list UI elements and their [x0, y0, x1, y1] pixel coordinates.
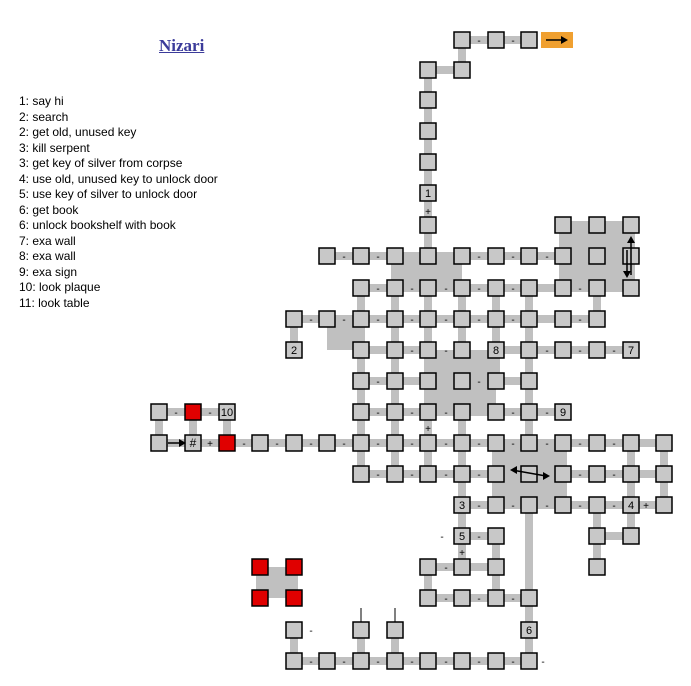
- door-mark: -: [612, 470, 616, 481]
- legend-item: 8: exa wall: [19, 249, 76, 263]
- room: [488, 590, 504, 606]
- door-mark: -: [444, 408, 448, 419]
- room: [589, 466, 605, 482]
- room: [589, 248, 605, 264]
- room: [286, 435, 302, 451]
- door-mark: -: [511, 36, 515, 47]
- door-mark: -: [511, 501, 515, 512]
- door-mark: -: [440, 532, 444, 543]
- room-number-label: 7: [627, 345, 635, 357]
- room: [488, 311, 504, 327]
- room: [454, 559, 470, 575]
- room-number-label: 9: [559, 407, 567, 419]
- door-mark: -: [545, 501, 549, 512]
- room-number-label: 5: [458, 531, 466, 543]
- room: [454, 373, 470, 389]
- door-mark: -: [444, 470, 448, 481]
- door-mark: -: [511, 657, 515, 668]
- room: [454, 280, 470, 296]
- room: [454, 311, 470, 327]
- door-mark: -: [444, 657, 448, 668]
- room: [454, 466, 470, 482]
- room: [319, 311, 335, 327]
- room: [589, 280, 605, 296]
- room: [454, 653, 470, 669]
- door-mark: -: [541, 657, 545, 668]
- room: [488, 528, 504, 544]
- room: [387, 466, 403, 482]
- legend-item: 6: unlock bookshelf with book: [19, 218, 176, 232]
- door-mark: -: [511, 408, 515, 419]
- room: [589, 217, 605, 233]
- room: [420, 342, 436, 358]
- door-mark: -: [444, 346, 448, 357]
- room: [353, 311, 369, 327]
- door-mark: +: [425, 207, 431, 218]
- door-mark: -: [242, 439, 246, 450]
- room: [521, 373, 537, 389]
- special-room: [219, 435, 235, 451]
- door-mark: -: [578, 284, 582, 295]
- door-mark: -: [342, 439, 346, 450]
- legend-item: 1: say hi: [19, 94, 64, 108]
- door-mark: -: [342, 315, 346, 326]
- room: [488, 435, 504, 451]
- room: [454, 590, 470, 606]
- room: [420, 311, 436, 327]
- room: [454, 248, 470, 264]
- door-mark: -: [612, 346, 616, 357]
- door-mark: -: [444, 563, 448, 574]
- room: [623, 528, 639, 544]
- room: [589, 311, 605, 327]
- door-mark: -: [511, 252, 515, 263]
- room: [286, 622, 302, 638]
- room: [521, 248, 537, 264]
- door-mark: -: [376, 470, 380, 481]
- room: [151, 404, 167, 420]
- room-number-label: 1: [424, 188, 432, 200]
- room: [656, 466, 672, 482]
- legend-item: 6: get book: [19, 202, 79, 217]
- room: [420, 590, 436, 606]
- room: [656, 435, 672, 451]
- room: [353, 622, 369, 638]
- door-mark: -: [376, 408, 380, 419]
- door-mark: -: [511, 284, 515, 295]
- room: [387, 622, 403, 638]
- door-mark: -: [612, 501, 616, 512]
- room: [353, 466, 369, 482]
- corridor: [593, 225, 601, 319]
- legend-item: 3: kill serpent: [19, 140, 90, 155]
- door-mark: -: [376, 284, 380, 295]
- room: [521, 435, 537, 451]
- door-mark: -: [342, 657, 346, 668]
- door-mark: -: [477, 470, 481, 481]
- room-number-label: 2: [290, 345, 298, 357]
- room-number-label: 3: [458, 500, 466, 512]
- room: [488, 248, 504, 264]
- door-mark: -: [410, 346, 414, 357]
- room: [420, 123, 436, 139]
- room: [623, 280, 639, 296]
- room: [454, 342, 470, 358]
- door-mark: -: [309, 439, 313, 450]
- door-mark: +: [207, 439, 213, 450]
- door-mark: +: [459, 548, 465, 559]
- room: [488, 559, 504, 575]
- special-room: [286, 559, 302, 575]
- legend-item: 11: look table: [19, 295, 90, 310]
- room: [488, 466, 504, 482]
- room: [555, 497, 571, 513]
- door-mark: -: [545, 408, 549, 419]
- door-mark: -: [545, 252, 549, 263]
- room: [420, 404, 436, 420]
- room: [420, 248, 436, 264]
- door-mark: -: [578, 315, 582, 326]
- door-mark: -: [376, 252, 380, 263]
- room: [555, 280, 571, 296]
- room: [420, 435, 436, 451]
- door-mark: -: [578, 470, 582, 481]
- room: [488, 32, 504, 48]
- room: [286, 653, 302, 669]
- room: [420, 373, 436, 389]
- room: [555, 311, 571, 327]
- door-mark: -: [444, 594, 448, 605]
- door-mark: -: [545, 439, 549, 450]
- door-mark: -: [342, 252, 346, 263]
- door-mark: -: [477, 532, 481, 543]
- door-mark: -: [376, 657, 380, 668]
- door-mark: -: [376, 315, 380, 326]
- room: [488, 280, 504, 296]
- door-mark: -: [208, 408, 212, 419]
- room: [420, 62, 436, 78]
- room-number-label: 10: [220, 407, 234, 419]
- door-mark: -: [578, 501, 582, 512]
- door-mark: -: [477, 284, 481, 295]
- door-mark: +: [643, 501, 649, 512]
- door-mark: -: [410, 439, 414, 450]
- legend-item: 10: look plaque: [19, 280, 101, 294]
- door-mark: -: [444, 315, 448, 326]
- legend-item: 2: get old, unused key: [19, 125, 137, 139]
- legend-item: 7: exa wall: [19, 233, 76, 248]
- room: [353, 404, 369, 420]
- room: [521, 590, 537, 606]
- room: [353, 435, 369, 451]
- room: [589, 528, 605, 544]
- special-room: [185, 404, 201, 420]
- door-mark: -: [477, 377, 481, 388]
- room: [623, 435, 639, 451]
- room: [387, 280, 403, 296]
- room: [353, 373, 369, 389]
- room: [353, 653, 369, 669]
- room: [319, 248, 335, 264]
- room: [420, 154, 436, 170]
- room: [387, 373, 403, 389]
- door-mark: -: [410, 657, 414, 668]
- room: [387, 248, 403, 264]
- room: [589, 559, 605, 575]
- door-mark: -: [477, 501, 481, 512]
- room: [521, 311, 537, 327]
- door-mark: -: [444, 284, 448, 295]
- door-mark: -: [309, 657, 313, 668]
- room: [521, 342, 537, 358]
- door-mark: -: [545, 346, 549, 357]
- corridor: [627, 443, 635, 536]
- special-room: [252, 559, 268, 575]
- room: [521, 497, 537, 513]
- door-mark: -: [410, 408, 414, 419]
- room: [420, 653, 436, 669]
- room: [454, 404, 470, 420]
- room: [589, 435, 605, 451]
- door-mark: -: [511, 315, 515, 326]
- room: [521, 280, 537, 296]
- room: [521, 32, 537, 48]
- room: [488, 404, 504, 420]
- door-mark: -: [410, 284, 414, 295]
- room: [252, 435, 268, 451]
- door-mark: -: [376, 377, 380, 388]
- room: [488, 373, 504, 389]
- room: [319, 653, 335, 669]
- legend-item: 5: use key of silver to unlock door: [19, 187, 198, 201]
- corridor: [492, 288, 500, 381]
- room: [656, 497, 672, 513]
- special-room: [252, 590, 268, 606]
- room: [555, 435, 571, 451]
- door-mark: -: [578, 346, 582, 357]
- legend-item: 2: search: [19, 109, 69, 124]
- legend-item: 3: get key of silver from corpse: [19, 156, 183, 170]
- room: [387, 404, 403, 420]
- room: [151, 435, 167, 451]
- door-mark: -: [309, 315, 313, 326]
- room: [589, 342, 605, 358]
- room: [420, 559, 436, 575]
- room: [521, 404, 537, 420]
- door-mark: +: [425, 424, 431, 435]
- door-mark: -: [477, 594, 481, 605]
- door-mark: -: [477, 657, 481, 668]
- room: [420, 217, 436, 233]
- room: [555, 217, 571, 233]
- room-number-label: 4: [627, 500, 635, 512]
- room-number-label: 6: [525, 625, 533, 637]
- room: [623, 466, 639, 482]
- door-mark: #: [189, 436, 197, 450]
- legend-item: 9: exa sign: [19, 264, 78, 279]
- room: [420, 92, 436, 108]
- door-mark: -: [477, 36, 481, 47]
- room: [555, 248, 571, 264]
- room: [589, 497, 605, 513]
- room: [387, 435, 403, 451]
- room: [555, 466, 571, 482]
- door-mark: -: [477, 252, 481, 263]
- door-mark: -: [477, 439, 481, 450]
- door-mark: -: [511, 439, 515, 450]
- door-mark: -: [410, 470, 414, 481]
- corridor: [458, 288, 466, 567]
- door-mark: -: [376, 439, 380, 450]
- door-mark: -: [174, 408, 178, 419]
- special-room: [286, 590, 302, 606]
- door-mark: -: [477, 315, 481, 326]
- door-mark: -: [444, 439, 448, 450]
- room: [454, 62, 470, 78]
- room: [521, 653, 537, 669]
- room: [387, 311, 403, 327]
- room: [420, 280, 436, 296]
- door-mark: -: [612, 439, 616, 450]
- room: [623, 217, 639, 233]
- door-mark: -: [511, 594, 515, 605]
- room: [353, 280, 369, 296]
- door-mark: -: [275, 439, 279, 450]
- room: [387, 342, 403, 358]
- door-mark: -: [410, 315, 414, 326]
- map-title: Nizari: [159, 36, 205, 55]
- room: [555, 342, 571, 358]
- room: [488, 653, 504, 669]
- door-mark: -: [309, 626, 313, 637]
- room: [420, 466, 436, 482]
- legend-item: 4: use old, unused key to unlock door: [19, 171, 218, 186]
- door-mark: -: [578, 439, 582, 450]
- room: [353, 342, 369, 358]
- room: [454, 435, 470, 451]
- room: [353, 248, 369, 264]
- room: [387, 653, 403, 669]
- room: [319, 435, 335, 451]
- room: [488, 497, 504, 513]
- room: [286, 311, 302, 327]
- room-number-label: 8: [492, 345, 500, 357]
- room: [454, 32, 470, 48]
